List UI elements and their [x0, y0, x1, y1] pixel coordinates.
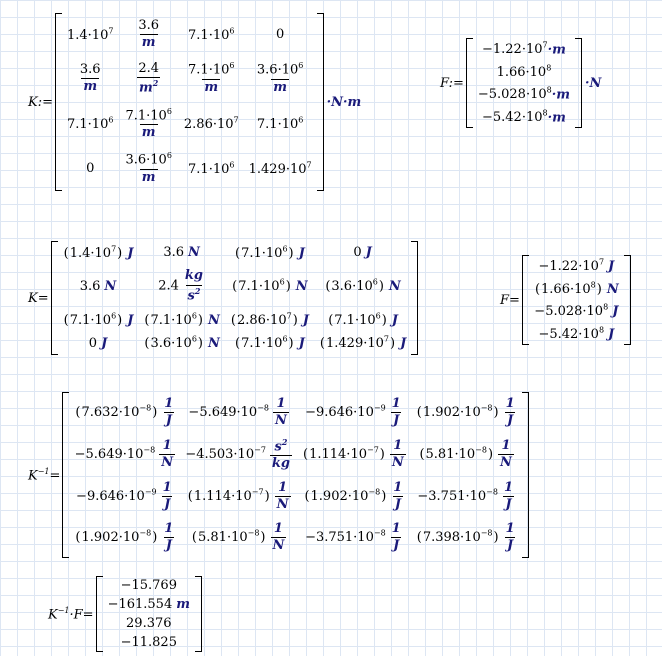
- fraction: $\frac{3.6}{m}$: [138, 17, 160, 50]
- cell-value: $(1.114\cdot 10^{-7})$: [187, 487, 270, 505]
- cell-value: 0: [275, 26, 285, 42]
- cell-value: 0: [88, 335, 98, 351]
- matrix-cell: [529, 323, 624, 346]
- matrix-cell: [180, 392, 297, 433]
- unit: J: [612, 304, 619, 320]
- unit-fraction: $\frac{1}{N}$: [276, 479, 289, 513]
- matrix-cell: [529, 255, 624, 278]
- unit: N: [388, 279, 401, 295]
- matrix-cell: [529, 300, 624, 323]
- cell-value: $-9.646\cdot 10^{-9}$: [76, 487, 157, 505]
- cell-value: 0: [353, 245, 362, 261]
- matrix-cell: [179, 102, 244, 147]
- cell-value: $(1.902\cdot 10^{-8})$: [75, 528, 158, 546]
- matrix-cell: [103, 595, 195, 614]
- matrix-cell: [473, 38, 575, 61]
- matrix-row: [529, 278, 624, 301]
- matrix-cell: [69, 433, 180, 477]
- f-label: F:=: [440, 75, 464, 91]
- matrix-table: [69, 392, 521, 558]
- matrix-cell: [314, 332, 411, 355]
- matrix-cell: [179, 146, 244, 191]
- unit-fraction: $\frac{1}{J}$: [503, 479, 514, 513]
- matrix-cell: [314, 241, 411, 264]
- matrix-cell: [411, 392, 522, 433]
- product-evaluation[interactable]: [48, 576, 202, 652]
- k-eval-label: K=: [28, 290, 49, 306]
- cell-value: $1.66\cdot 10^8$: [496, 63, 552, 80]
- fraction: $\frac{7.1\cdot 10^6}{m}$: [188, 61, 235, 96]
- cell-value: $-5.649\cdot 10^{-8}$: [74, 445, 156, 463]
- matrix-cell: [225, 308, 314, 331]
- unit: J: [127, 313, 134, 328]
- matrix-cell: [411, 433, 522, 477]
- matrix-cell: [138, 308, 225, 331]
- unit: J: [608, 259, 615, 275]
- matrix-table: [58, 241, 412, 355]
- matrix-cell: [225, 332, 314, 355]
- k-evaluation[interactable]: [28, 241, 418, 355]
- matrix-cell: [103, 614, 195, 633]
- cell-value: $-5.649\cdot 10^{-8}$: [188, 403, 270, 420]
- cell-value: $(7.1\cdot 10^6)$: [63, 311, 123, 328]
- cell-value: 0: [86, 161, 95, 177]
- matrix-cell: [225, 241, 314, 264]
- matrix-cell: [58, 308, 139, 331]
- cell-value: $(7.632\cdot 10^{-8})$: [75, 403, 158, 420]
- unit-fraction: $\frac{1}{J}$: [505, 520, 515, 554]
- unit-fraction: $\frac{1}{N}$: [391, 437, 404, 471]
- unit: N: [208, 336, 220, 352]
- cell-value: $(2.86\cdot 10^7)$: [230, 311, 298, 328]
- cell-value: $(7.1\cdot 10^6)$: [144, 311, 203, 328]
- matrix-cell: [62, 13, 118, 56]
- cell-value: $-5.42\cdot 10^8$: [538, 325, 605, 342]
- matrix-cell: [179, 56, 244, 102]
- fraction: $\frac{3.6\cdot 10^6}{m}$: [125, 151, 172, 185]
- matrix-row: [103, 576, 195, 595]
- matrix-cell: [529, 278, 624, 301]
- unit: ·m: [551, 87, 571, 103]
- unit: ·m: [547, 109, 566, 125]
- cell-value: 2.4: [158, 278, 179, 294]
- unit-fraction: $\frac{1}{J}$: [393, 479, 403, 513]
- matrix-cell: [69, 517, 180, 558]
- matrix-cell: [69, 392, 180, 433]
- unit: N: [208, 313, 220, 328]
- unit-fraction: $\frac{1}{N}$: [272, 520, 285, 554]
- k-inverse-evaluation[interactable]: [28, 392, 529, 558]
- cell-value: $(1.66\cdot 10^8)$: [534, 280, 602, 297]
- matrix-row: [473, 61, 575, 84]
- matrix-row: [529, 300, 624, 323]
- unit-fraction: $\frac{1}{N}$: [275, 395, 287, 428]
- f-eval-label: F=: [500, 292, 520, 308]
- matrix-cell: [103, 576, 195, 595]
- cell-value: $7.1\cdot 10^6$: [188, 26, 235, 43]
- matrix-cell: [138, 264, 225, 308]
- matrix-cell: [118, 56, 178, 102]
- unit: J: [298, 245, 305, 261]
- matrix-cell: [180, 476, 297, 517]
- product-matrix: [96, 576, 202, 652]
- cell-value: $-4.503\cdot 10^{-7}$: [185, 445, 266, 463]
- cell-value: $(3.6\cdot 10^6)$: [325, 278, 384, 295]
- unit: N: [606, 281, 619, 297]
- cell-value: $(7.1\cdot 10^6)$: [232, 278, 291, 295]
- matrix-row: [473, 38, 575, 61]
- unit-fraction: $\frac{s^2}{kg}$: [271, 436, 291, 472]
- matrix-row: [62, 13, 317, 56]
- unit: J: [608, 326, 615, 342]
- matrix-cell: [244, 13, 317, 56]
- matrix-cell: [180, 517, 297, 558]
- matrix-cell: [297, 517, 411, 558]
- matrix-cell: [118, 13, 178, 56]
- k-label: K:=: [28, 94, 53, 110]
- matrix-cell: [473, 83, 575, 106]
- cell-value: $(1.4\cdot 10^7)$: [63, 244, 123, 261]
- cell-value: 3.6: [79, 278, 101, 294]
- matrix-row: [69, 517, 521, 558]
- unit: J: [365, 245, 372, 261]
- matrix-cell: [314, 264, 411, 308]
- k-inverse-label: $K^{-1}=$: [28, 466, 61, 484]
- matrix-row: [58, 308, 412, 331]
- matrix-table: [103, 576, 195, 652]
- cell-value: $(5.81\cdot 10^{-8})$: [419, 445, 494, 463]
- matrix-cell: [62, 102, 118, 147]
- unit: J: [400, 336, 407, 352]
- matrix-cell: [297, 476, 411, 517]
- unit-fraction: $\frac{1}{J}$: [391, 520, 401, 554]
- matrix-cell: [62, 56, 118, 102]
- unit: J: [391, 313, 398, 328]
- matrix-row: [62, 102, 317, 147]
- k-unit-suffix: ·N·m: [326, 94, 362, 110]
- fraction: $\frac{3.6}{m}$: [79, 62, 101, 95]
- cell-value: $7.1\cdot 10^6$: [256, 115, 304, 133]
- unit: N: [104, 278, 117, 294]
- matrix-cell: [297, 392, 411, 433]
- unit: m: [176, 597, 190, 612]
- cell-value: $-3.751\cdot 10^{-8}$: [305, 528, 386, 546]
- cell-value: $(7.1\cdot 10^6)$: [235, 244, 294, 261]
- matrix-row: [529, 323, 624, 346]
- cell-value: 29.376: [126, 616, 172, 631]
- cell-value: $(1.429\cdot 10^7)$: [319, 335, 396, 352]
- matrix-row: [103, 595, 195, 614]
- matrix-row: [58, 264, 412, 308]
- cell-value: $-1.22\cdot 10^7$: [538, 258, 605, 275]
- matrix-table: [473, 38, 575, 128]
- matrix-row: [58, 241, 412, 264]
- k-matrix: [55, 13, 324, 191]
- f-definition[interactable]: [440, 38, 601, 128]
- matrix-cell: [138, 241, 225, 264]
- cell-value: $-5.42\cdot 10^8$: [481, 108, 548, 125]
- unit: ·m: [547, 42, 566, 58]
- matrix-cell: [297, 433, 411, 477]
- matrix-table: [529, 255, 624, 345]
- unit-fraction: $\frac{1}{J}$: [505, 395, 515, 428]
- matrix-cell: [62, 146, 118, 191]
- fraction: $\frac{7.1\cdot 10^6}{m}$: [125, 106, 172, 141]
- f-unit-suffix: ·N: [585, 75, 602, 91]
- matrix-cell: [103, 633, 195, 652]
- matrix-row: [62, 56, 317, 102]
- fraction: $\frac{2.4}{m^2}$: [138, 60, 160, 96]
- matrix-cell: [244, 56, 317, 102]
- cell-value: $7.1\cdot 10^6$: [188, 160, 235, 177]
- matrix-cell: [244, 102, 317, 147]
- matrix-row: [473, 106, 575, 129]
- matrix-row: [58, 332, 412, 355]
- cell-value: −15.769: [120, 578, 177, 593]
- cell-value: $-3.751\cdot 10^{-8}$: [417, 487, 498, 505]
- matrix-cell: [225, 264, 314, 308]
- matrix-table: [62, 13, 317, 191]
- cell-value: $-9.646\cdot 10^{-9}$: [305, 403, 386, 420]
- unit: N: [188, 245, 200, 261]
- k-definition[interactable]: [28, 13, 361, 191]
- cell-value: $-5.028\cdot 10^8$: [477, 86, 552, 103]
- cell-value: $1.429\cdot 10^7$: [248, 160, 312, 177]
- f-matrix: [466, 38, 582, 128]
- matrix-cell: [138, 332, 225, 355]
- fraction: $\frac{3.6\cdot 10^6}{m}$: [256, 61, 304, 96]
- matrix-cell: [314, 308, 411, 331]
- cell-value: $1.4\cdot 10^7$: [67, 26, 114, 43]
- product-label: $K^{-1}\cdot F=$: [48, 605, 94, 623]
- unit: J: [101, 335, 108, 351]
- unit-fraction: $\frac{1}{J}$: [391, 395, 401, 428]
- matrix-row: [103, 614, 195, 633]
- cell-value: $7.1\cdot 10^6$: [67, 115, 114, 133]
- matrix-row: [69, 392, 521, 433]
- matrix-cell: [58, 332, 139, 355]
- matrix-cell: [118, 146, 178, 191]
- cell-value: $(1.114\cdot 10^{-7})$: [303, 445, 385, 463]
- matrix-row: [69, 433, 521, 477]
- unit: J: [298, 336, 305, 352]
- cell-value: $-1.22\cdot 10^7$: [481, 41, 548, 58]
- unit: J: [302, 313, 309, 328]
- cell-value: −11.825: [120, 635, 177, 650]
- matrix-cell: [69, 476, 180, 517]
- cell-value: $(3.6\cdot 10^6)$: [144, 335, 203, 352]
- cell-value: $2.86\cdot 10^7$: [183, 115, 239, 133]
- cell-value: $(7.398\cdot 10^{-8})$: [416, 528, 499, 546]
- unit-fraction: $\frac{1}{J}$: [162, 479, 172, 513]
- cell-value: −161.554: [107, 597, 173, 612]
- f-evaluation[interactable]: [500, 255, 631, 345]
- matrix-cell: [473, 106, 575, 129]
- f-eval-matrix: [522, 255, 631, 345]
- matrix-row: [103, 633, 195, 652]
- unit-fraction: $\frac{1}{J}$: [164, 395, 174, 428]
- matrix-cell: [473, 61, 575, 84]
- matrix-cell: [118, 102, 178, 147]
- unit-fraction: $\frac{kg}{s^2}$: [184, 268, 204, 303]
- cell-value: $(7.1\cdot 10^6)$: [235, 335, 294, 352]
- unit: J: [127, 245, 134, 261]
- unit-fraction: $\frac{1}{N}$: [500, 437, 512, 471]
- matrix-cell: [411, 517, 522, 558]
- cell-value: $(5.81\cdot 10^{-8})$: [191, 528, 266, 546]
- k-eval-matrix: [51, 241, 419, 355]
- unit: N: [295, 279, 308, 295]
- cell-value: $-5.028\cdot 10^8$: [534, 303, 609, 320]
- matrix-cell: [411, 476, 522, 517]
- matrix-row: [69, 476, 521, 517]
- unit-fraction: $\frac{1}{N}$: [161, 437, 174, 471]
- matrix-cell: [180, 433, 297, 477]
- matrix-cell: [179, 13, 244, 56]
- matrix-cell: [244, 146, 317, 191]
- unit-fraction: $\frac{1}{J}$: [164, 520, 174, 554]
- matrix-row: [529, 255, 624, 278]
- matrix-row: [473, 83, 575, 106]
- matrix-cell: [58, 264, 139, 308]
- cell-value: $(1.902\cdot 10^{-8})$: [304, 487, 387, 505]
- cell-value: $(1.902\cdot 10^{-8})$: [416, 403, 499, 420]
- cell-value: 3.6: [163, 245, 185, 261]
- k-inverse-matrix: [62, 392, 528, 558]
- matrix-cell: [58, 241, 139, 264]
- cell-value: $(7.1\cdot 10^6)$: [328, 311, 387, 328]
- matrix-row: [62, 146, 317, 191]
